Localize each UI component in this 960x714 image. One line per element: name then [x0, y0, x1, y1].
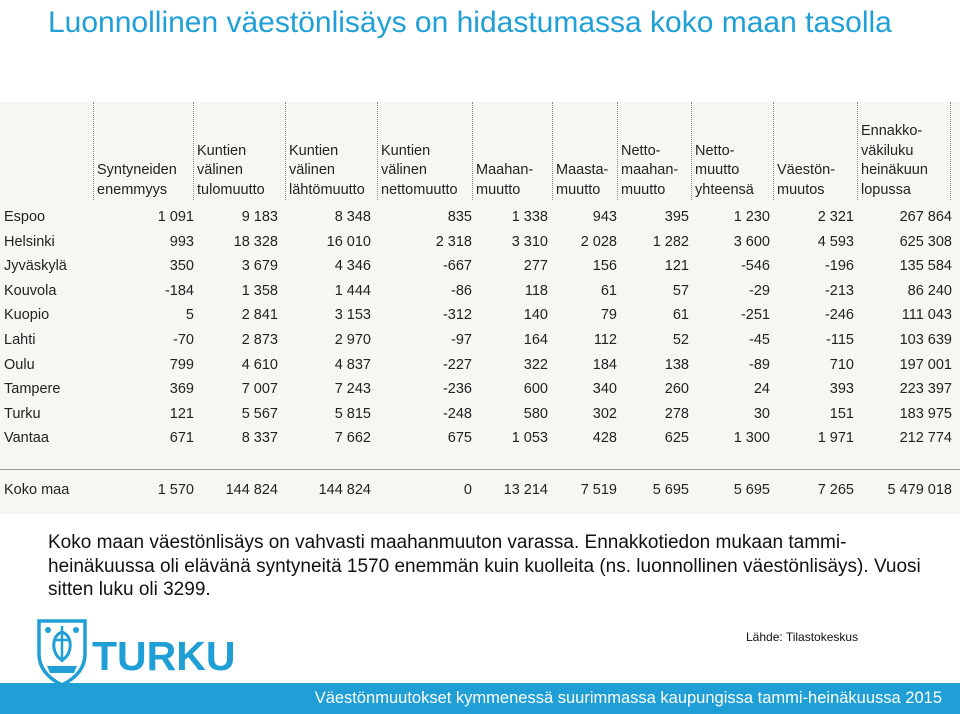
row-label: Kouvola: [4, 282, 57, 299]
table-cell: 428: [592, 430, 617, 447]
table-row: [0, 328, 960, 352]
table-cell: -248: [442, 405, 472, 422]
table-cell: 1 300: [733, 430, 770, 447]
table-cell: 1 282: [652, 233, 689, 250]
table-cell: 671: [169, 430, 194, 447]
table-row: [0, 426, 960, 450]
footer-text: Väestönmuutokset kymmenessä suurimmassa kaupungissa tammi-heinäkuussa 2015: [314, 689, 942, 707]
table-cell: 350: [169, 258, 194, 275]
table-cell: 625: [664, 430, 689, 447]
table-cell: -70: [173, 332, 194, 348]
table-cell: 79: [600, 307, 617, 324]
table-cell: 5 815: [334, 405, 371, 422]
table-cell: -184: [164, 282, 194, 299]
table-cell: -89: [749, 356, 770, 373]
column-header: Ennakko- väkiluku heinäkuun lopussa: [857, 102, 951, 200]
table-cell: 4 346: [334, 258, 371, 275]
table-cell: 138: [664, 356, 689, 373]
table-cell: 184: [592, 356, 617, 373]
table-row: [0, 402, 960, 426]
column-header: Netto- maahan- muutto: [617, 102, 691, 200]
row-label: Vantaa: [4, 430, 49, 447]
table-cell: 144 824: [318, 482, 371, 498]
table-row: [0, 230, 960, 254]
table-cell: 1 053: [511, 430, 548, 447]
table-cell: 302: [592, 405, 617, 422]
table-cell: 5 695: [652, 482, 689, 498]
table-cell: -546: [740, 258, 770, 275]
table-cell: 710: [829, 356, 854, 373]
table-cell: 13 214: [503, 482, 548, 498]
table-cell: 30: [753, 405, 770, 422]
table-cell: 1 570: [157, 482, 194, 498]
table-cell: -86: [451, 282, 472, 299]
table-cell: 943: [592, 209, 617, 225]
row-label: Helsinki: [4, 233, 55, 250]
row-label: Espoo: [4, 209, 46, 225]
table-cell: 395: [664, 209, 689, 225]
table-row: [0, 353, 960, 377]
table-cell: -251: [740, 307, 770, 324]
table-row: [0, 205, 960, 229]
table-cell: 675: [447, 430, 472, 447]
total-separator: [0, 469, 960, 470]
table-cell: 5 567: [241, 405, 278, 422]
table-row: [0, 377, 960, 401]
column-header: Maahan- muutto: [472, 102, 552, 200]
table-cell: -45: [749, 332, 770, 348]
table-cell: 151: [829, 405, 854, 422]
row-label: Tampere: [4, 381, 61, 398]
table-cell: 135 584: [899, 258, 952, 275]
table-cell: 118: [524, 282, 548, 299]
table-cell: -227: [442, 356, 472, 373]
row-label: Jyväskylä: [4, 258, 67, 275]
table-cell: 1 091: [157, 209, 194, 225]
table-cell: 24: [753, 381, 770, 398]
table-cell: 600: [523, 381, 548, 398]
row-label: Kuopio: [4, 307, 50, 324]
row-label: Oulu: [4, 356, 35, 373]
table-cell: 322: [523, 356, 548, 373]
table-cell: -667: [442, 258, 472, 275]
row-label: Turku: [4, 405, 41, 422]
table-cell: 267 864: [899, 209, 952, 225]
table-cell: 52: [672, 332, 689, 348]
table-cell: -213: [824, 282, 854, 299]
table-cell: 5 695: [733, 482, 770, 498]
column-header: Kuntien välinen lähtömuutto: [285, 102, 377, 200]
table-cell: 86 240: [907, 282, 952, 299]
table-cell: 121: [664, 258, 689, 275]
table-cell: -29: [749, 282, 770, 299]
turku-coat-of-arms-icon: [36, 618, 88, 692]
table-row: [0, 279, 960, 303]
table-cell: 278: [664, 405, 689, 422]
table-cell: 2 841: [241, 307, 278, 324]
table-cell: 369: [169, 381, 194, 398]
table-cell: 61: [600, 282, 617, 299]
table-cell: 2 873: [241, 332, 278, 348]
table-cell: 7 007: [241, 381, 278, 398]
table-cell: 3 310: [511, 233, 548, 250]
table-cell: 799: [169, 356, 194, 373]
table-cell: -312: [442, 307, 472, 324]
table-cell: 164: [523, 332, 548, 348]
table-cell: 61: [672, 307, 689, 324]
table-cell: 625 308: [899, 233, 952, 250]
table-cell: 993: [169, 233, 194, 250]
table-cell: 4 610: [241, 356, 278, 373]
row-label: Koko maa: [4, 482, 70, 498]
table-cell: 2 028: [580, 233, 617, 250]
table-cell: 7 265: [817, 482, 854, 498]
table-cell: 103 639: [899, 332, 952, 348]
column-header: Kuntien välinen tulomuutto: [193, 102, 285, 200]
table-cell: 7 243: [334, 381, 371, 398]
table-cell: 156: [592, 258, 617, 275]
table-cell: 3 600: [733, 233, 770, 250]
table-cell: -97: [451, 332, 472, 348]
table-row: [0, 254, 960, 278]
table-cell: 1 230: [733, 209, 770, 225]
table-cell: 3 153: [334, 307, 371, 324]
table-cell: 2 321: [817, 209, 854, 225]
table-cell: 5: [185, 307, 194, 324]
column-header: Väestön- muutos: [773, 102, 857, 200]
table-cell: 111 043: [901, 307, 952, 324]
table-cell: 7 519: [580, 482, 617, 498]
table-cell: 2 970: [334, 332, 371, 348]
table-cell: 1 358: [241, 282, 278, 299]
table-cell: 1 971: [817, 430, 854, 447]
table-row: [0, 478, 960, 502]
table-cell: 57: [672, 282, 689, 299]
table-cell: 212 774: [899, 430, 952, 447]
table-cell: 2 318: [435, 233, 472, 250]
table-cell: -246: [824, 307, 854, 324]
column-header: Syntyneiden enemmyys: [93, 102, 193, 200]
table-cell: 3 679: [241, 258, 278, 275]
table-cell: -115: [826, 332, 854, 348]
table-cell: 183 975: [899, 405, 952, 422]
table-cell: 277: [523, 258, 548, 275]
table-cell: 580: [523, 405, 548, 422]
column-header: Maasta- muutto: [552, 102, 617, 200]
table-cell: 393: [829, 381, 854, 398]
turku-logo-text: TURKU: [92, 633, 236, 679]
table-cell: -236: [442, 381, 472, 398]
column-header: Netto- muutto yhteensä: [691, 102, 773, 200]
table-cell: 9 183: [241, 209, 278, 225]
footer-bar: [0, 683, 960, 714]
table-cell: 1 444: [334, 282, 371, 299]
page-title: Luonnollinen väestönlisäys on hidastumassa koko maan tasolla: [48, 6, 892, 39]
table-cell: 4 593: [817, 233, 854, 250]
table-cell: 260: [664, 381, 689, 398]
table-cell: 5 479 018: [887, 482, 952, 498]
table-cell: 8 337: [241, 430, 278, 447]
column-header: Kuntien välinen nettomuutto: [377, 102, 472, 200]
table-cell: 112: [593, 332, 617, 348]
table-cell: 8 348: [334, 209, 371, 225]
table-cell: 223 397: [899, 381, 952, 398]
summary-text: Koko maan väestönlisäys on vahvasti maahanmuuton varassa. Ennakkotiedon mukaan tammi-heinäkuussa oli elävänä syntyneitä 1570 enemmän kuin kuolleita (ns. luonnollinen väestönlisäys). Vuosi sitten luku oli 3299.: [48, 532, 921, 600]
table-cell: 340: [592, 381, 617, 398]
table-cell: 121: [169, 405, 194, 422]
table-cell: 7 662: [334, 430, 371, 447]
table-cell: 4 837: [334, 356, 371, 373]
table-cell: 16 010: [326, 233, 371, 250]
table-row: [0, 303, 960, 327]
table-cell: 18 328: [233, 233, 278, 250]
table-cell: 140: [523, 307, 548, 324]
row-label: Lahti: [4, 332, 36, 348]
table-cell: 144 824: [225, 482, 278, 498]
source-note: Lähde: Tilastokeskus: [746, 630, 859, 644]
table-cell: 835: [447, 209, 472, 225]
table-cell: 1 338: [511, 209, 548, 225]
table-cell: 197 001: [899, 356, 952, 373]
table-cell: 0: [463, 482, 472, 498]
table-cell: -196: [824, 258, 854, 275]
statistics-table: [0, 102, 960, 514]
